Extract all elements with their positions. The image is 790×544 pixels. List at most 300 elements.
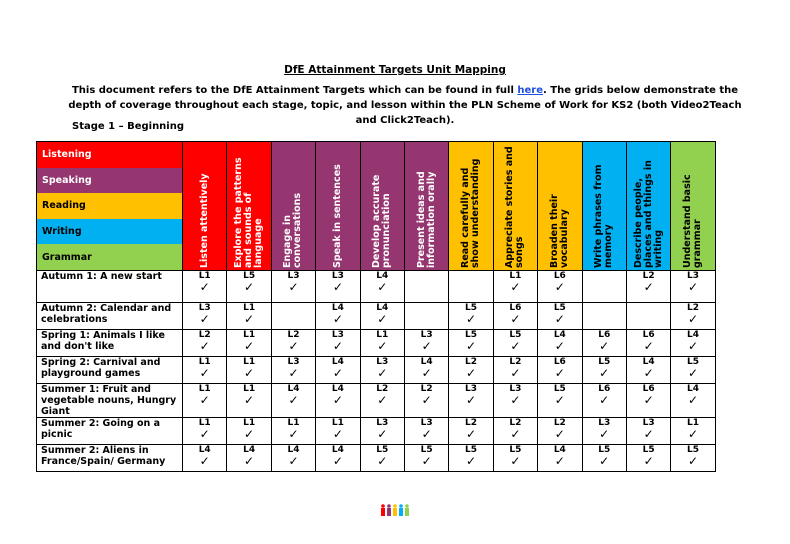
check-icon: ✓ (288, 366, 299, 380)
grid-cell (626, 445, 670, 472)
grid-cell (227, 330, 271, 357)
column-header (316, 142, 360, 271)
lesson-code: L1 (243, 418, 256, 428)
grid-cell (271, 330, 315, 357)
check-icon: ✓ (244, 312, 255, 326)
check-icon: ✓ (332, 366, 343, 380)
grid-cell (538, 445, 582, 472)
grid-cell (360, 271, 404, 303)
lesson-code: L2 (420, 384, 433, 394)
check-icon: ✓ (687, 393, 699, 407)
grid-cell (183, 271, 227, 303)
grid-cell (271, 271, 315, 303)
grid-cell (360, 418, 404, 445)
column-header-label: Understand basic grammar (681, 174, 703, 268)
lesson-code: L5 (465, 445, 478, 455)
check-icon: ✓ (332, 454, 343, 468)
lesson-code: L3 (198, 303, 211, 313)
grid-cell (538, 330, 582, 357)
check-icon: ✓ (244, 280, 255, 294)
logo-figure-head (387, 504, 391, 508)
attainment-grid (36, 141, 716, 472)
grid-cell (227, 384, 271, 418)
grid-cell (671, 445, 715, 472)
row-label: Autumn 2: Calendar and celebrations (37, 303, 183, 330)
lesson-code: L1 (686, 418, 699, 428)
column-header-label: Read carefully and show understanding (460, 158, 482, 268)
lesson-code: L4 (553, 445, 566, 455)
lesson-code: L3 (376, 418, 389, 428)
grid-cell (449, 271, 493, 303)
grid-cell (404, 384, 448, 418)
check-icon: ✓ (288, 393, 299, 407)
column-header-label: Speak in sentences (331, 164, 343, 268)
table-row (37, 357, 716, 384)
lesson-code: L5 (243, 271, 256, 281)
lesson-code: L6 (553, 271, 566, 281)
lesson-code: L4 (420, 357, 433, 367)
check-icon: ✓ (288, 339, 299, 353)
lesson-code: L6 (553, 357, 566, 367)
grid-cell (582, 330, 626, 357)
check-icon: ✓ (687, 339, 699, 353)
check-icon: ✓ (510, 339, 521, 353)
check-icon: ✓ (643, 427, 654, 441)
column-header (404, 142, 448, 271)
lesson-code: L3 (287, 271, 300, 281)
lesson-code: L4 (287, 445, 300, 455)
grid-cell (360, 330, 404, 357)
lesson-code: L5 (598, 445, 611, 455)
check-icon: ✓ (554, 454, 565, 468)
check-icon: ✓ (466, 312, 477, 326)
grid-cell (360, 303, 404, 330)
lesson-code: L4 (331, 384, 344, 394)
lesson-code: L6 (598, 384, 611, 394)
lesson-code: L5 (553, 303, 566, 313)
lesson-code: L6 (642, 384, 655, 394)
column-header (626, 142, 670, 271)
check-icon: ✓ (554, 393, 565, 407)
check-icon: ✓ (288, 280, 299, 294)
grid-cell (626, 303, 670, 330)
check-icon: ✓ (599, 393, 610, 407)
column-header-label: Describe people, places and things in writing (632, 160, 664, 268)
grid-cell (183, 357, 227, 384)
grid-cell (538, 271, 582, 303)
check-icon: ✓ (466, 339, 477, 353)
grid-cell (404, 330, 448, 357)
lesson-code: L5 (465, 303, 478, 313)
table-row (37, 445, 716, 472)
check-icon: ✓ (332, 427, 343, 441)
grid-cell (493, 357, 537, 384)
lesson-code: L4 (376, 271, 389, 281)
check-icon: ✓ (199, 366, 210, 380)
row-label: Summer 1: Fruit and vegetable nouns, Hungry Giant (37, 384, 183, 418)
table-row (37, 303, 716, 330)
grid-cell (671, 271, 715, 303)
check-icon: ✓ (332, 339, 343, 353)
column-header-label: Broaden their vocabulary (548, 194, 570, 268)
lesson-code: L5 (642, 445, 655, 455)
lesson-code: L4 (243, 445, 256, 455)
grid-cell (183, 445, 227, 472)
lesson-code: L5 (686, 357, 699, 367)
pln-logo (380, 503, 410, 523)
grid-cell (626, 271, 670, 303)
table-row (37, 330, 716, 357)
check-icon: ✓ (643, 393, 654, 407)
grid-cell (183, 384, 227, 418)
legend-item-writing: Writing (37, 219, 182, 245)
table-row (37, 384, 716, 418)
lesson-code: L4 (198, 445, 211, 455)
check-icon: ✓ (466, 454, 477, 468)
grid-cell (360, 384, 404, 418)
grid-cell (271, 357, 315, 384)
grid-cell (671, 384, 715, 418)
grid-cell (316, 418, 360, 445)
legend-item-reading: Reading (37, 193, 182, 219)
lesson-code: L3 (331, 271, 344, 281)
grid-cell (183, 418, 227, 445)
grid-cell (360, 357, 404, 384)
grid-cell (493, 445, 537, 472)
column-header-label: Engage in conversations (282, 192, 304, 268)
lesson-code: L2 (686, 303, 699, 313)
check-icon: ✓ (421, 393, 432, 407)
grid-cell (183, 303, 227, 330)
check-icon: ✓ (687, 366, 699, 380)
check-icon: ✓ (510, 427, 521, 441)
column-header (183, 142, 227, 271)
check-icon: ✓ (332, 312, 343, 326)
check-icon: ✓ (199, 427, 210, 441)
check-icon: ✓ (377, 366, 388, 380)
lesson-code: L4 (553, 330, 566, 340)
grid-cell (582, 357, 626, 384)
lesson-code: L3 (420, 330, 433, 340)
grid-cell (404, 271, 448, 303)
grid-cell (316, 303, 360, 330)
check-icon: ✓ (377, 312, 388, 326)
lesson-code: L2 (509, 357, 522, 367)
grid-cell (227, 418, 271, 445)
lesson-code: L4 (686, 384, 699, 394)
lesson-code: L4 (642, 357, 655, 367)
check-icon: ✓ (643, 454, 654, 468)
grid-cell (449, 445, 493, 472)
lesson-code: L5 (509, 330, 522, 340)
check-icon: ✓ (554, 366, 565, 380)
check-icon: ✓ (199, 393, 210, 407)
grid-cell (582, 271, 626, 303)
grid-cell (671, 418, 715, 445)
column-header-label: Present ideas and information orally (415, 171, 437, 268)
column-header-label: Write phrases from memory (593, 164, 615, 268)
lesson-code: L4 (686, 330, 699, 340)
lesson-code: L3 (642, 418, 655, 428)
check-icon: ✓ (554, 280, 565, 294)
column-header (227, 142, 271, 271)
grid-cell (626, 357, 670, 384)
grid-cell (271, 418, 315, 445)
check-icon: ✓ (510, 312, 521, 326)
grid-cell (316, 357, 360, 384)
row-label: Spring 2: Carnival and playground games (37, 357, 183, 384)
lesson-code: L4 (287, 384, 300, 394)
logo-figure-head (393, 504, 397, 508)
grid-cell (404, 445, 448, 472)
grid-cell (538, 384, 582, 418)
column-header-label: Listen attentively (198, 173, 210, 268)
grid-cell (582, 303, 626, 330)
grid-cell (538, 303, 582, 330)
table-row (37, 418, 716, 445)
grid-cell (582, 418, 626, 445)
logo-figure-body (399, 508, 403, 516)
grid-cell (671, 330, 715, 357)
lesson-code: L6 (642, 330, 655, 340)
grid-cell (404, 357, 448, 384)
grid-cell (493, 384, 537, 418)
grid-cell (404, 418, 448, 445)
column-header (449, 142, 493, 271)
grid-cell (227, 357, 271, 384)
check-icon: ✓ (199, 280, 210, 294)
logo-figure-head (399, 504, 403, 508)
header-row (37, 142, 716, 271)
column-header (360, 142, 404, 271)
grid-cell (671, 357, 715, 384)
check-icon: ✓ (687, 280, 699, 294)
grid-cell (271, 384, 315, 418)
row-label: Summer 2: Going on a picnic (37, 418, 183, 445)
lesson-code: L1 (198, 357, 211, 367)
check-icon: ✓ (377, 427, 388, 441)
check-icon: ✓ (421, 366, 432, 380)
check-icon: ✓ (377, 454, 388, 468)
check-icon: ✓ (377, 393, 388, 407)
check-icon: ✓ (332, 393, 343, 407)
grid-cell (493, 303, 537, 330)
lesson-code: L3 (376, 357, 389, 367)
check-icon: ✓ (643, 280, 654, 294)
logo-figure-head (405, 504, 409, 508)
check-icon: ✓ (244, 393, 255, 407)
column-header (271, 142, 315, 271)
lesson-code: L2 (553, 418, 566, 428)
lesson-code: L4 (331, 357, 344, 367)
intro-text-after: . The grids below demonstrate the depth of coverage throughout each stage, topic, and lesson within the PLN Scheme of Work for KS2 (both Video2Teach and Click2Teach). (68, 85, 742, 126)
check-icon: ✓ (554, 339, 565, 353)
check-icon: ✓ (199, 339, 210, 353)
logo-figure-body (381, 508, 385, 516)
legend-item-grammar: Grammar (37, 244, 182, 270)
check-icon: ✓ (288, 454, 299, 468)
here-link[interactable]: here (517, 85, 543, 96)
check-icon: ✓ (599, 454, 610, 468)
grid-cell (227, 445, 271, 472)
grid-cell (271, 445, 315, 472)
logo-figure-body (405, 508, 409, 516)
lesson-code: L5 (553, 384, 566, 394)
lesson-code: L5 (686, 445, 699, 455)
grid-cell (493, 271, 537, 303)
row-label: Spring 1: Animals I like and don't like (37, 330, 183, 357)
grid-cell (582, 384, 626, 418)
lesson-code: L1 (198, 384, 211, 394)
check-icon: ✓ (288, 427, 299, 441)
check-icon: ✓ (377, 280, 388, 294)
check-icon: ✓ (510, 454, 521, 468)
lesson-code: L3 (287, 357, 300, 367)
check-icon: ✓ (199, 454, 210, 468)
grid-cell (538, 357, 582, 384)
grid-cell (493, 418, 537, 445)
lesson-code: L5 (376, 445, 389, 455)
check-icon: ✓ (421, 339, 432, 353)
lesson-code: L2 (465, 357, 478, 367)
grid-cell (227, 271, 271, 303)
check-icon: ✓ (421, 454, 432, 468)
check-icon: ✓ (421, 427, 432, 441)
column-header (493, 142, 537, 271)
check-icon: ✓ (332, 280, 343, 294)
lesson-code: L1 (376, 330, 389, 340)
lesson-code: L1 (287, 418, 300, 428)
column-header (582, 142, 626, 271)
row-label: Autumn 1: A new start (37, 271, 183, 303)
lesson-code: L1 (198, 271, 211, 281)
grid-cell (626, 418, 670, 445)
lesson-code: L2 (376, 384, 389, 394)
grid-cell (227, 303, 271, 330)
lesson-code: L2 (287, 330, 300, 340)
check-icon: ✓ (687, 312, 699, 326)
lesson-code: L2 (465, 418, 478, 428)
check-icon: ✓ (599, 366, 610, 380)
page-title: DfE Attainment Targets Unit Mapping (284, 64, 506, 76)
check-icon: ✓ (687, 454, 699, 468)
grid-cell (316, 330, 360, 357)
lesson-code: L5 (465, 330, 478, 340)
check-icon: ✓ (466, 427, 477, 441)
column-header-label: Develop accurate pronunciation (371, 174, 393, 268)
lesson-code: L6 (509, 303, 522, 313)
grid-cell (449, 357, 493, 384)
lesson-code: L4 (376, 303, 389, 313)
lesson-code: L1 (243, 384, 256, 394)
check-icon: ✓ (466, 393, 477, 407)
lesson-code: L2 (642, 271, 655, 281)
grid-cell (404, 303, 448, 330)
logo-figure-body (393, 508, 397, 516)
lesson-code: L3 (465, 384, 478, 394)
column-header (538, 142, 582, 271)
lesson-code: L5 (420, 445, 433, 455)
lesson-code: L3 (420, 418, 433, 428)
check-icon: ✓ (599, 427, 610, 441)
stage-heading: Stage 1 – Beginning (72, 121, 185, 132)
check-icon: ✓ (244, 454, 255, 468)
column-header (671, 142, 715, 271)
lesson-code: L1 (509, 271, 522, 281)
check-icon: ✓ (377, 339, 388, 353)
legend (37, 142, 183, 271)
check-icon: ✓ (599, 339, 610, 353)
lesson-code: L1 (331, 418, 344, 428)
grid-cell (671, 303, 715, 330)
lesson-code: L2 (509, 418, 522, 428)
check-icon: ✓ (687, 427, 699, 441)
lesson-code: L4 (331, 445, 344, 455)
lesson-code: L1 (198, 418, 211, 428)
lesson-code: L6 (598, 330, 611, 340)
lesson-code: L1 (243, 330, 256, 340)
lesson-code: L1 (243, 303, 256, 313)
lesson-code: L3 (331, 330, 344, 340)
lesson-code: L3 (509, 384, 522, 394)
grid-cell (449, 303, 493, 330)
logo-figure-body (387, 508, 391, 516)
check-icon: ✓ (554, 312, 565, 326)
legend-item-listening: Listening (37, 142, 182, 168)
grid-cell (538, 418, 582, 445)
grid-cell (626, 330, 670, 357)
lesson-code: L1 (243, 357, 256, 367)
lesson-code: L5 (509, 445, 522, 455)
intro-text-before: This document refers to the DfE Attainment Targets which can be found in full (71, 85, 518, 96)
check-icon: ✓ (554, 427, 565, 441)
table-row (37, 271, 716, 303)
grid-cell (449, 384, 493, 418)
grid-cell (316, 384, 360, 418)
grid-body (37, 271, 716, 472)
lesson-code: L3 (598, 418, 611, 428)
row-label: Summer 2: Aliens in France/Spain/ Germany (37, 445, 183, 472)
lesson-code: L5 (598, 357, 611, 367)
grid-cell (449, 418, 493, 445)
grid-cell (493, 330, 537, 357)
column-header-label: Appreciate stories and songs (504, 146, 526, 268)
check-icon: ✓ (244, 339, 255, 353)
check-icon: ✓ (510, 393, 521, 407)
check-icon: ✓ (643, 366, 654, 380)
column-header-label: Explore the patterns and sounds of language (233, 157, 265, 268)
check-icon: ✓ (510, 366, 521, 380)
grid-cell (183, 330, 227, 357)
grid-cell (449, 330, 493, 357)
grid-cell (316, 445, 360, 472)
lesson-code: L2 (198, 330, 211, 340)
check-icon: ✓ (510, 280, 521, 294)
grid-cell (271, 303, 315, 330)
grid-cell (582, 445, 626, 472)
grid-cell (360, 445, 404, 472)
check-icon: ✓ (244, 366, 255, 380)
lesson-code: L4 (331, 303, 344, 313)
check-icon: ✓ (466, 366, 477, 380)
check-icon: ✓ (643, 339, 654, 353)
grid-cell (316, 271, 360, 303)
grid-cell (626, 384, 670, 418)
check-icon: ✓ (199, 312, 210, 326)
check-icon: ✓ (244, 427, 255, 441)
legend-item-speaking: Speaking (37, 168, 182, 194)
logo-figure-head (381, 504, 385, 508)
